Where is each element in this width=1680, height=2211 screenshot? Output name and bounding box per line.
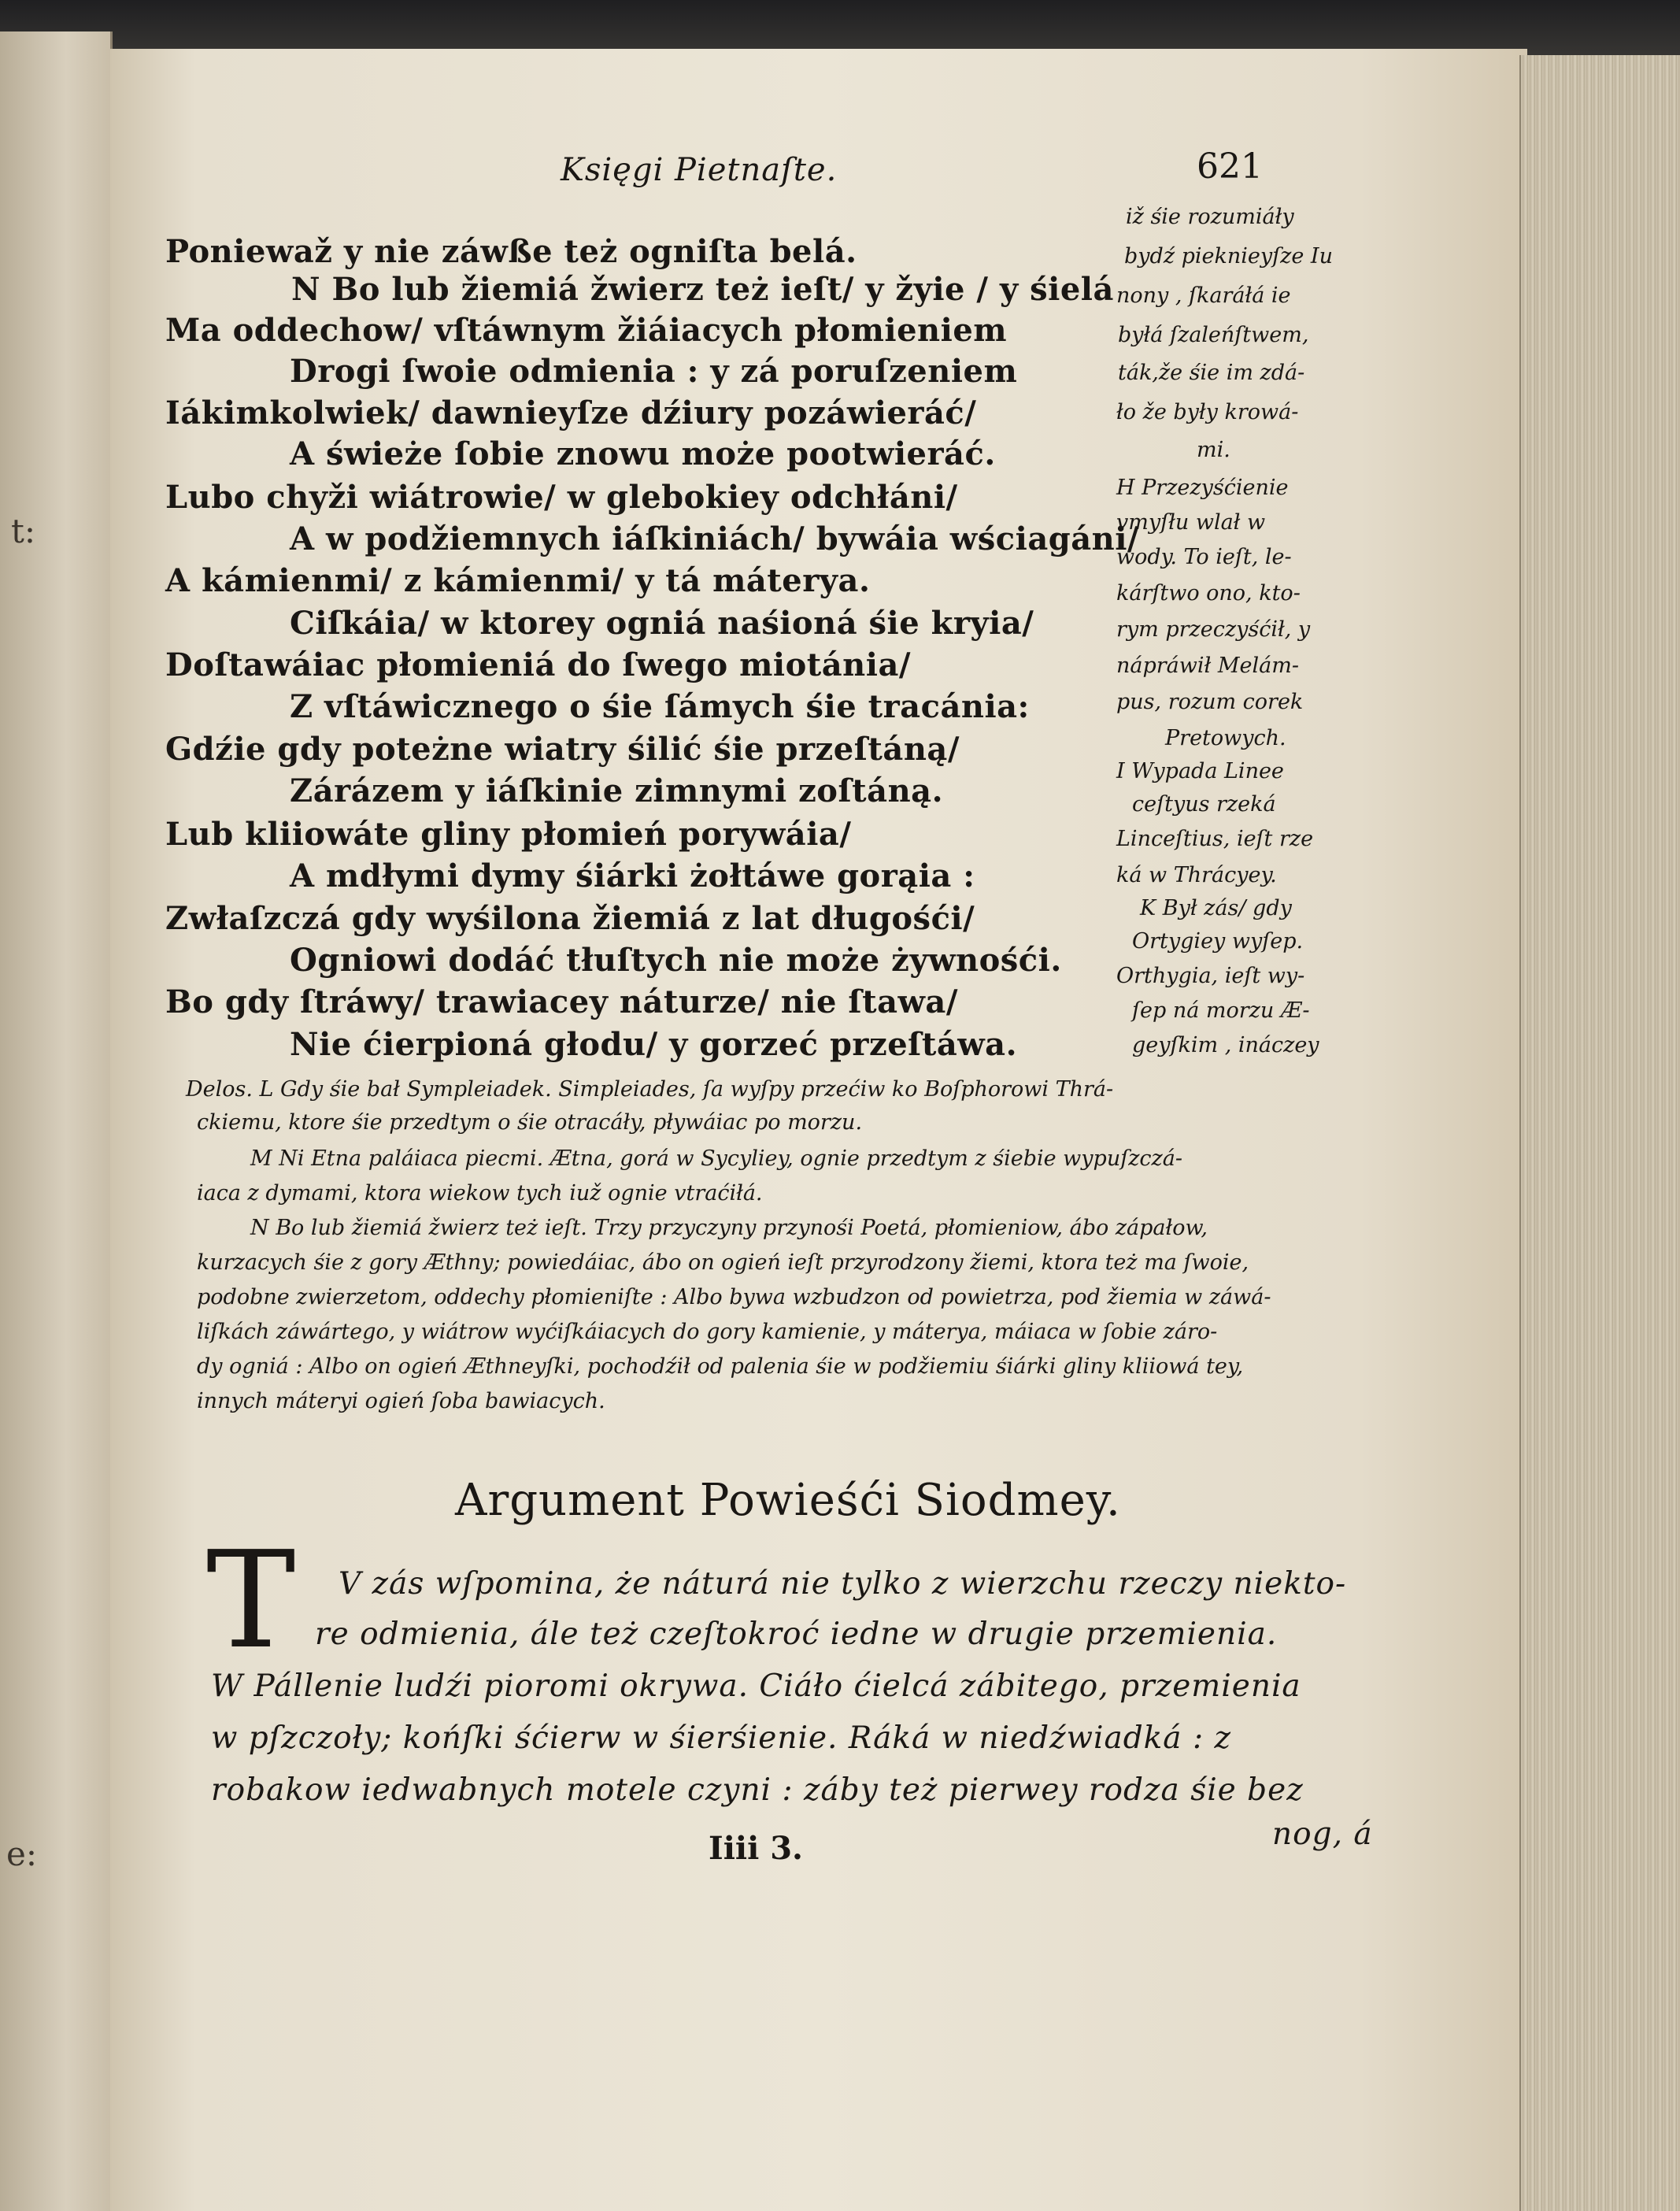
verse-line: Gdźie gdy poteżne wiatry śilić śie przeſtáną/ <box>165 731 960 768</box>
verse-line: A w podžiemnych iáſkiniách/ bywáia wściagáni/ <box>290 520 1140 557</box>
argument-line: V zás wſpomina, że náturá nie tylko z wierzchu rzeczy niekto- <box>339 1566 1347 1602</box>
verse-line: Z vſtáwicznego o śie ſámych śie tracánia: <box>290 688 1030 725</box>
marginal-note-line: vmyſłu wlał w <box>1116 510 1266 535</box>
marginal-note-line: geyſkim , ináczey <box>1132 1033 1319 1057</box>
verse-line: Ciſkáia/ w ktorey ogniá naśioná śie kryia/ <box>290 605 1034 642</box>
marginal-note-line: nápráwił Melám- <box>1116 654 1299 678</box>
verse-line: Iákimkolwiek/ dawnieyſze dźiury pozáwieráć/ <box>165 394 977 431</box>
marginal-note-line: nony , ſkaráłá ie <box>1116 283 1291 308</box>
verse-line: Zárázem y iáſkinie zimnymi zoſtáną. <box>290 772 943 809</box>
page-number: 621 <box>1197 146 1263 187</box>
note-line: ckiemu, ktore śie przedtym o śie otracáły, pływáiac po morzu. <box>197 1110 863 1135</box>
argument-line: w pſzczoły; końſki śćierw w śierśienie. Ráká w niedźwiadká : z <box>211 1720 1232 1756</box>
note-line: Delos. L Gdy śie bał Sympleiadek. Simpleiades, ſa wyſpy przećiw ko Boſphorowi Thrá- <box>186 1077 1114 1102</box>
verse-line: Ogniowi dodáć tłuſtych nie może żywnośći. <box>290 942 1062 979</box>
note-line: kurzacych śie z gory Æthny; powiedáiac, ábo on ogień ieſt przyrodzony žiemi, ktora też ma ſwoie, <box>197 1250 1249 1275</box>
left-page-fragment: t: <box>11 512 36 550</box>
note-line: innych máteryi ogień ſoba bawiacych. <box>197 1389 605 1413</box>
marginal-note-line: rym przeczyśćił, y <box>1116 617 1311 642</box>
verse-line: Nie ćierpioná głodu/ y gorzeć przeſtáwa. <box>290 1026 1018 1063</box>
left-page-fragment: e: <box>6 1835 38 1873</box>
argument-line: re odmienia, ále też czeſtokroć iedne w drugie przemienia. <box>315 1617 1278 1652</box>
marginal-note-line: I Wypada Linee <box>1116 759 1284 783</box>
verse-line: Lub kliiowáte gliny płomień porywáia/ <box>165 816 852 853</box>
page-stack-edges <box>1519 55 1680 2211</box>
marginal-note-line: Ortygiey wyſep. <box>1132 929 1304 954</box>
signature-mark: Iiii 3. <box>709 1830 803 1867</box>
section-heading: Argument Powieśći Siodmey. <box>455 1475 1121 1526</box>
marginal-note-line: pus, rozum corek <box>1116 690 1304 714</box>
catchword: nog, á <box>1272 1817 1373 1852</box>
marginal-note-line: wody. To ieſt, le- <box>1116 545 1292 569</box>
note-line: liſkách záwártego, y wiátrow wyćiſkáiacych do gory kamienie, y máterya, máiaca w ſobie záro- <box>197 1320 1218 1344</box>
verse-line: Drogi ſwoie odmienia : y zá poruſzeniem <box>290 353 1018 390</box>
verse-line: Zwłaſzczá gdy wyśilona žiemiá z lat długośći/ <box>165 900 975 937</box>
marginal-note-line: K Był zás/ gdy <box>1140 896 1292 920</box>
note-line: dy ogniá : Albo on ogień Æthneyſki, pochodźił od palenia śie w podžiemiu śiárki gliny kliiowá tey, <box>197 1354 1244 1379</box>
marginal-note-line: ło že były krowá- <box>1116 400 1299 424</box>
marginal-note-line: H Przezyśćienie <box>1116 476 1289 500</box>
note-line: N Bo lub žiemiá žwierz też ieſt. Trzy przyczyny przynośi Poetá, płomieniow, ábo zápałow, <box>250 1216 1208 1240</box>
running-head: Księgi Pietnaſte. <box>561 152 838 188</box>
marginal-note-line: Pretowych. <box>1165 726 1286 750</box>
marginal-note-line: byłá ſzaleńſtwem, <box>1118 323 1309 347</box>
marginal-note-line: Linceſtius, ieſt rze <box>1116 827 1314 851</box>
marginal-note-line: ſep ná morzu Æ- <box>1132 998 1310 1023</box>
left-page-edge <box>0 31 113 2211</box>
marginal-note-line: ká w Thrácyey. <box>1116 863 1277 887</box>
marginal-note-line: iž śie rozumiáły <box>1126 205 1294 229</box>
verse-line: Bo gdy ſtráwy/ trawiacey náturze/ nie ſtawa/ <box>165 983 958 1020</box>
verse-line: Poniewaž y nie záwße też ogniſta belá. <box>165 233 857 270</box>
marginal-note-line: ceſtyus rzeká <box>1132 792 1276 817</box>
drop-cap: T <box>206 1523 296 1679</box>
note-line: M Ni Etna paláiaca piecmi. Ætna, gorá w Sycyliey, ognie przedtym z śiebie wypuſzczá- <box>250 1146 1182 1171</box>
marginal-note-line: kárſtwo ono, kto- <box>1116 581 1301 606</box>
argument-line: robakow iedwabnych motele czyni : záby też pierwey rodza śie bez <box>211 1772 1304 1808</box>
note-line: iaca z dymami, ktora wiekow tych iuž ognie vtraćiłá. <box>197 1181 763 1205</box>
verse-line: A świeże ſobie znowu może pootwieráć. <box>290 435 996 472</box>
verse-line: A mdłymi dymy śiárki żołtáwe gorąia : <box>290 857 975 894</box>
marginal-note-line: ták,že śie im zdá- <box>1118 361 1305 385</box>
verse-line: N Bo lub žiemiá žwierz też ieſt/ y žyie / y śielá <box>291 271 1114 308</box>
note-line: podobne zwierzetom, oddechy płomieniſte : Albo bywa wzbudzon od powietrza, pod žiemia w záwá- <box>197 1285 1271 1309</box>
verse-line: Doſtawáiac płomieniá do ſwego miotánia/ <box>165 646 911 683</box>
verse-line: Lubo chyži wiátrowie/ w glebokiey odchłáni/ <box>165 479 958 516</box>
marginal-note-line: mi. <box>1197 438 1230 462</box>
verse-line: Ma oddechow/ vſtáwnym žiáiacych płomieniem <box>165 312 1008 349</box>
marginal-note-line: Orthygia, ieſt wy- <box>1116 964 1305 988</box>
marginal-note-line: bydź pieknieyſze Iu <box>1124 244 1333 269</box>
verse-line: A kámienmi/ z kámienmi/ y tá máterya. <box>165 562 871 599</box>
argument-line: W Pállenie ludźi pioromi okrywa. Ciáło ćielcá zábitego, przemienia <box>211 1668 1301 1704</box>
